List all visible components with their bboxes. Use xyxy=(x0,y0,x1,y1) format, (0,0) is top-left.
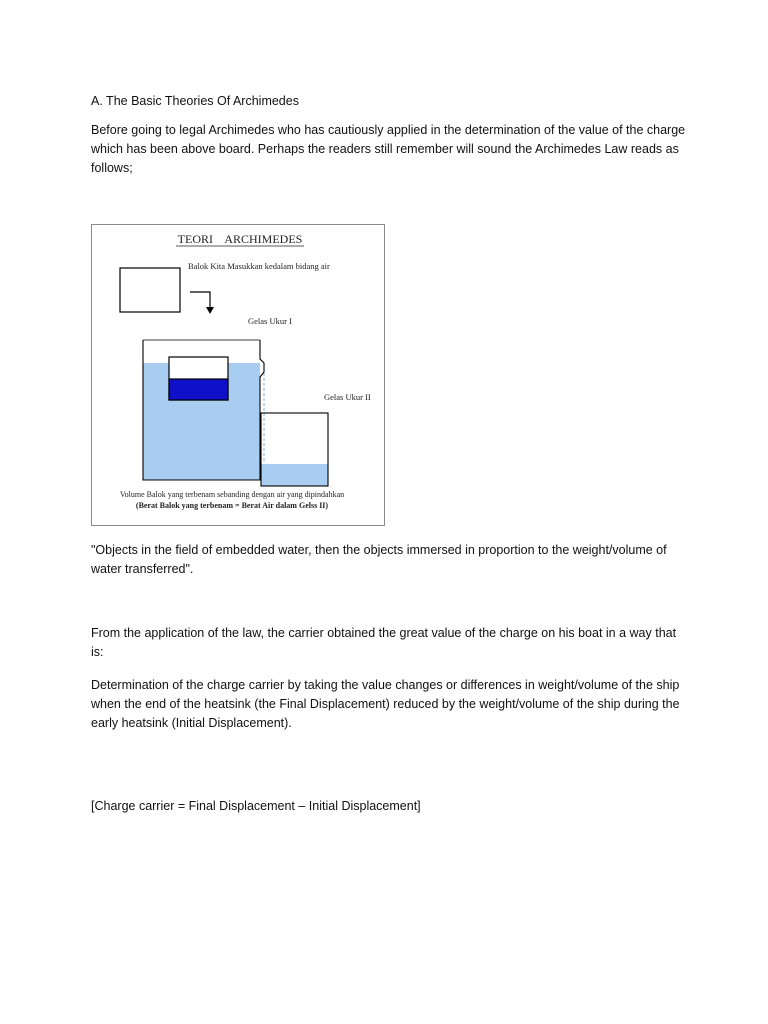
section-heading: A. The Basic Theories Of Archimedes xyxy=(91,94,299,108)
diagram-caption-line1: Volume Balok yang terbenam sebanding dengan air yang dipindahkan xyxy=(119,490,345,499)
quote-paragraph: "Objects in the field of embedded water, then the objects immersed in proportion to the weight/volume of water transferred". xyxy=(91,543,667,576)
glass2-water xyxy=(261,464,328,486)
determination-paragraph: Determination of the charge carrier by taking the value changes or differences in weight/volume of the ship when the end of the heatsink (the Final Displacement) reduced by the weight/volume of the ship during the early heatsink (Initial Displacement). xyxy=(91,678,680,730)
block-submerged-part xyxy=(169,379,228,400)
block-outside xyxy=(120,268,180,312)
arrow-head-icon xyxy=(206,307,214,314)
application-paragraph: From the application of the law, the carrier obtained the great value of the charge on his boat in a way that is: xyxy=(91,626,677,659)
intro-paragraph: Before going to legal Archimedes who has cautiously applied in the determination of the value of the charge which has been above board. Perhaps the readers still remember will sound the Archimedes Law reads as follows; xyxy=(91,123,686,175)
down-arrow-icon xyxy=(190,292,210,309)
glass1-label: Gelas Ukur I xyxy=(248,316,292,326)
archimedes-diagram-svg xyxy=(92,225,384,525)
archimedes-diagram xyxy=(91,224,385,526)
formula-line: [Charge carrier = Final Displacement – Initial Displacement] xyxy=(91,799,421,813)
diagram-title: TEORI ARCHIMEDES xyxy=(177,232,303,246)
block-caption: Balok Kita Masukkan kedalam bidang air xyxy=(188,261,330,271)
glass2-label: Gelas Ukur II xyxy=(324,392,371,402)
diagram-caption-line2: (Berat Balok yang terbenam = Berat Air dalam Gelss II) xyxy=(135,501,329,510)
